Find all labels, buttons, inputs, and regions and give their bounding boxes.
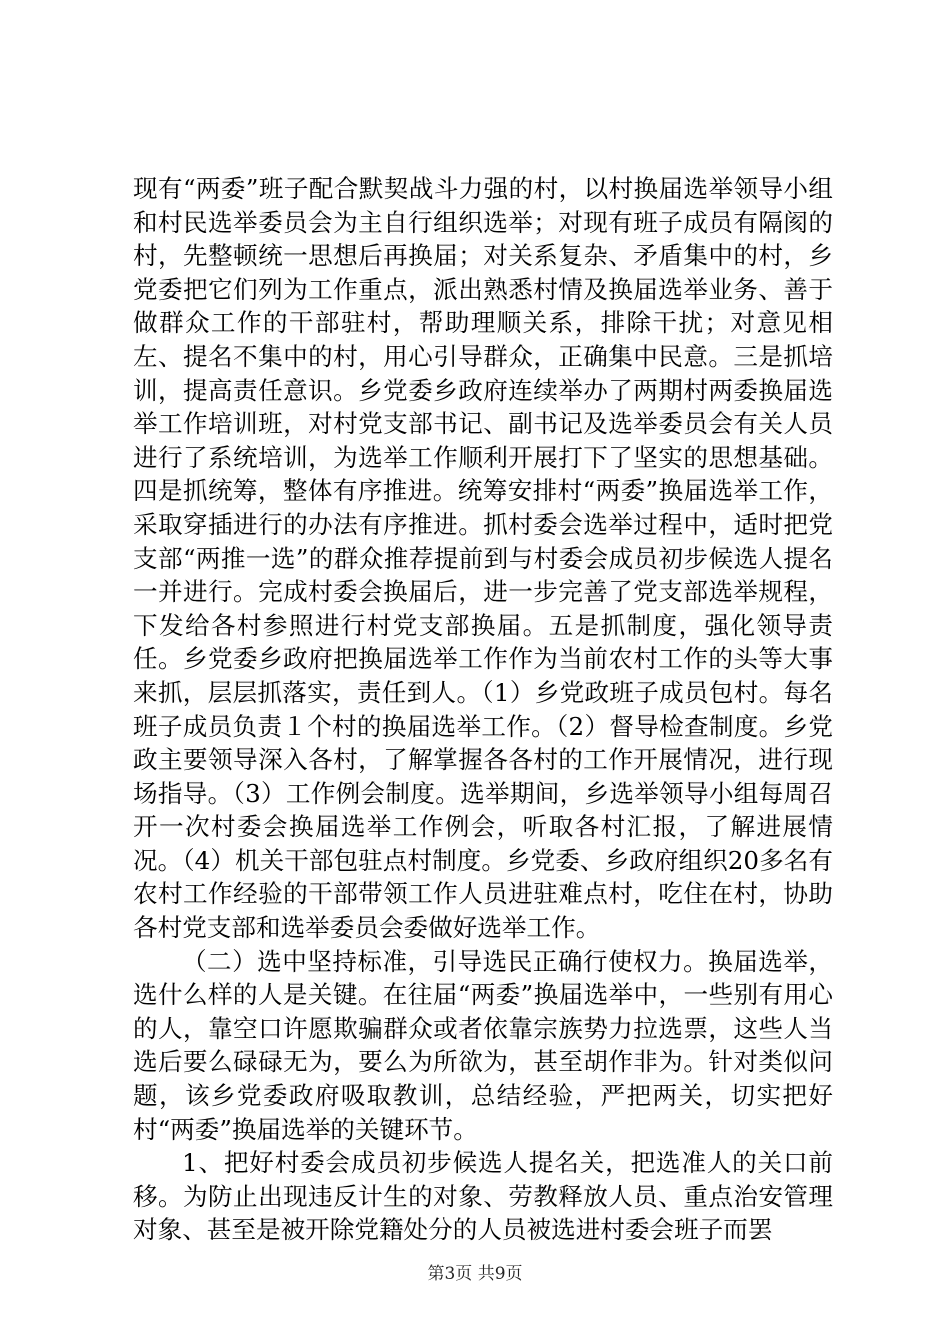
paragraph-section-two: （二）选中坚持标准，引导选民正确行使权力。换届选举，选什么样的人是关键。在往届“两委”换届选举中，一些别有用心的人，靠空口许愿欺骗群众或者依靠宗族势力拉选票，这些人当选后要么碌碌无为，要么为所欲为，甚至胡作非为。针对类似问题，该乡党委政府吸取教训，总结经验，严把两关，切实把好村“两委”换届选举的关键环节。 [133,946,833,1144]
document-body [133,172,833,1247]
paragraph-continuation: 现有“两委”班子配合默契战斗力强的村，以村换届选举领导小组和村民选举委员会为主自行组织选举；对现有班子成员有隔阂的村，先整顿统一思想后再换届；对关系复杂、矛盾集中的村，乡党委把它们列为工作重点，派出熟悉村情及换届选举业务、善于做群众工作的干部驻村，帮助理顺关系，排除干扰；对意见相左、提名不集中的村，用心引导群众，正确集中民意。三是抓培训，提高责任意识。乡党委乡政府连续举办了两期村两委换届选举工作培训班，对村党支部书记、副书记及选举委员会有关人员进行了系统培训，为选举工作顺利开展打下了坚实的思想基础。四是抓统筹，整体有序推进。统筹安排村“两委”换届选举工作，采取穿插进行的办法有序推进。抓村委会选举过程中，适时把党支部“两推一选”的群众推荐提前到与村委会成员初步候选人提名一并进行。完成村委会换届后，进一步完善了党支部选举规程，下发给各村参照进行村党支部换届。五是抓制度，强化领导责任。乡党委乡政府把换届选举工作作为当前农村工作的头等大事来抓，层层抓落实，责任到人。（1）乡党政班子成员包村。每名班子成员负责１个村的换届选举工作。（2）督导检查制度。乡党政主要领导深入各村，了解掌握各各村的工作开展情况，进行现场指导。（3）工作例会制度。选举期间，乡选举领导小组每周召开一次村委会换届选举工作例会，听取各村汇报，了解进展情况。（4）机关干部包驻点村制度。乡党委、乡政府组织20多名有农村工作经验的干部带领工作人员进驻难点村，吃住在村，协助各村党支部和选举委员会委做好选举工作。 [133,174,833,943]
paragraph-item-one: 1、把好村委会成员初步候选人提名关，把选准人的关口前移。为防止出现违反计生的对象、劳教释放人员、重点治安管理对象、甚至是被开除党籍处分的人员被选进村委会班子而罢 [133,1148,833,1245]
page-number-footer: 第3页 共9页 [427,1264,523,1284]
